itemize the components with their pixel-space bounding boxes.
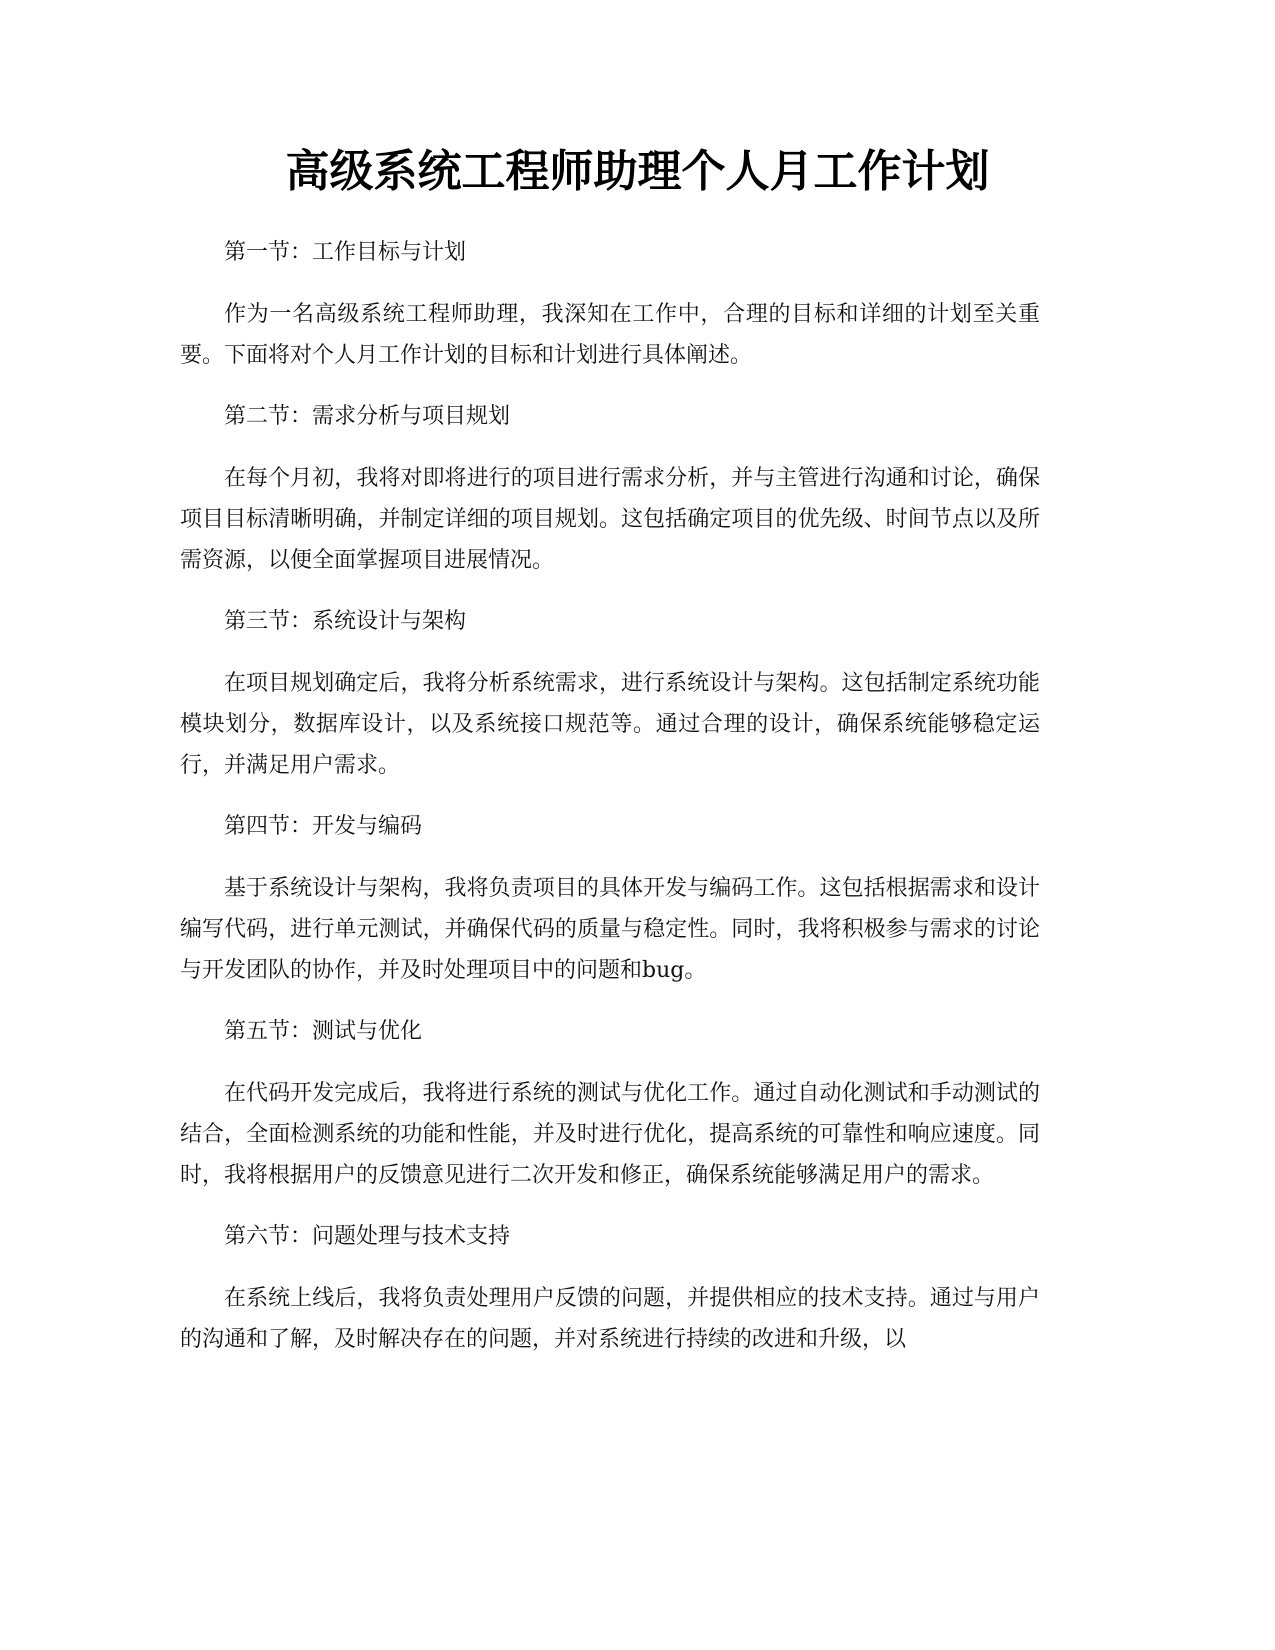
section-heading: 第四节：开发与编码 — [224, 814, 423, 839]
document-body — [180, 234, 1040, 1382]
section-paragraph: 作为一名高级系统工程师助理，我深知在工作中，合理的目标和详细的计划至关重要。下面将对个人月工作计划的目标和计划进行具体阐述。 — [180, 302, 1040, 368]
section-paragraph: 在每个月初，我将对即将进行的项目进行需求分析，并与主管进行沟通和讨论，确保项目目标清晰明确，并制定详细的项目规划。这包括确定项目的优先级、时间节点以及所需资源，以便全面掌握项目进展情况。 — [180, 466, 1040, 573]
section-paragraph: 在代码开发完成后，我将进行系统的测试与优化工作。通过自动化测试和手动测试的结合，全面检测系统的功能和性能，并及时进行优化，提高系统的可靠性和响应速度。同时，我将根据用户的反馈意见进行二次开发和修正，确保系统能够满足用户的需求。 — [180, 1081, 1040, 1188]
section-paragraph: 在项目规划确定后，我将分析系统需求，进行系统设计与架构。这包括制定系统功能模块划分，数据库设计，以及系统接口规范等。通过合理的设计，确保系统能够稳定运行，并满足用户需求。 — [180, 671, 1040, 778]
section-paragraph: 基于系统设计与架构，我将负责项目的具体开发与编码工作。这包括根据需求和设计编写代码，进行单元测试，并确保代码的质量与稳定性。同时，我将积极参与需求的讨论与开发团队的协作，并及时处理项目中的问题和bug。 — [180, 876, 1040, 983]
section-heading: 第五节：测试与优化 — [224, 1019, 423, 1044]
section-heading: 第六节：问题处理与技术支持 — [224, 1224, 511, 1249]
section-paragraph: 在系统上线后，我将负责处理用户反馈的问题，并提供相应的技术支持。通过与用户的沟通和了解，及时解决存在的问题，并对系统进行持续的改进和升级，以 — [180, 1286, 1040, 1352]
document-title: 高级系统工程师助理个人月工作计划 — [285, 146, 990, 197]
section-heading: 第二节：需求分析与项目规划 — [224, 404, 511, 429]
section-heading: 第一节：工作目标与计划 — [224, 240, 467, 265]
section-heading: 第三节：系统设计与架构 — [224, 609, 467, 634]
